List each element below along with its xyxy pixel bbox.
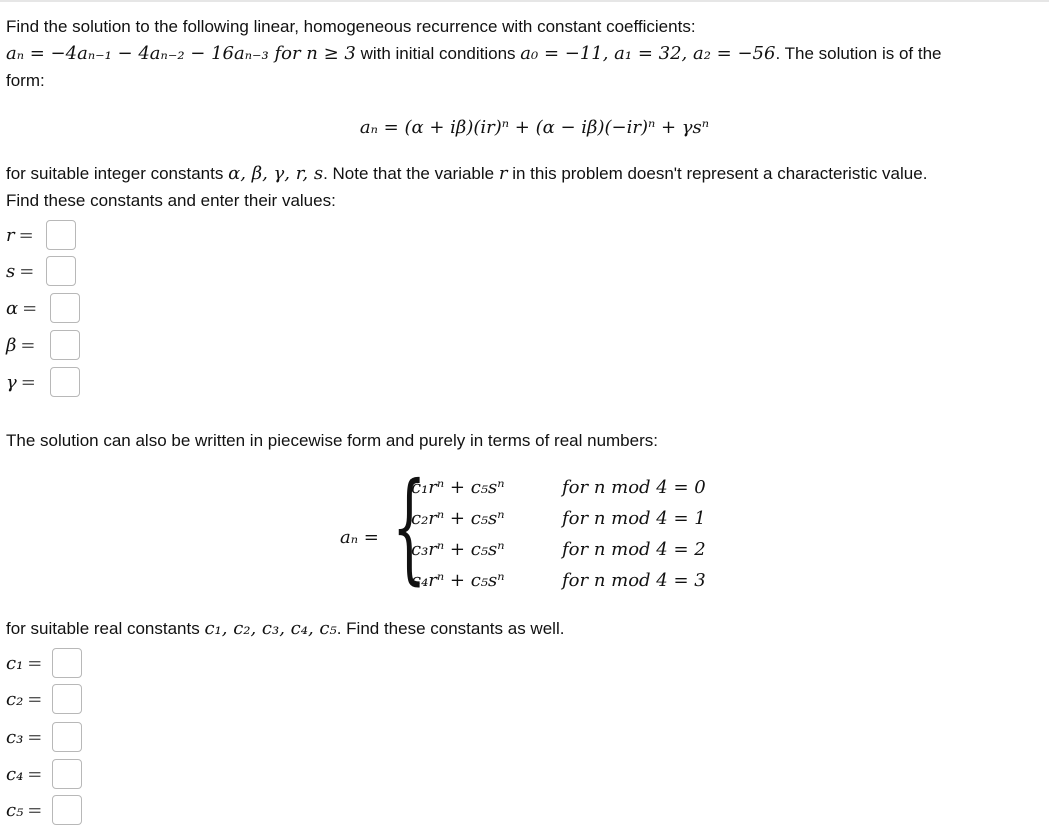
- answer-label-r: r =: [6, 224, 34, 246]
- para4-vars: c₁, c₂, c₃, c₄, c₅: [204, 618, 337, 639]
- para3: [6, 430, 658, 452]
- para2-text-c: in this problem doesn't represent a characteristic value.: [512, 164, 928, 183]
- answer-input-r[interactable]: [46, 220, 76, 250]
- answer-input-alpha[interactable]: [50, 293, 80, 323]
- answer-label-s: s =: [6, 260, 35, 282]
- intro-with-text: with initial conditions: [360, 44, 516, 63]
- piecewise-case-1: c₁rⁿ + c₅sⁿ: [411, 477, 505, 498]
- initial-conditions: a₀ = −11, a₁ = 32, a₂ = −56: [520, 43, 776, 64]
- intro-line-1: [6, 16, 696, 38]
- piecewise-cond-2: for n mod 4 = 1: [562, 508, 706, 529]
- answer-row-gamma: [6, 364, 80, 400]
- para3-text: The solution can also be written in piecewise form and purely in terms of real numbers:: [6, 431, 658, 450]
- piecewise-brace: {: [392, 458, 427, 597]
- answer-input-c5[interactable]: [52, 795, 82, 825]
- answer-input-c3[interactable]: [52, 722, 82, 752]
- intro-text: Find the solution to the following linear, homogeneous recurrence with constant coefficients:: [6, 17, 696, 36]
- answer-label-c2: c₂ =: [6, 688, 43, 710]
- answer-row-c5: [6, 792, 82, 828]
- para4-text-b: . Find these constants as well.: [336, 619, 565, 638]
- answer-row-c4: [6, 756, 82, 792]
- intro-line-3: [6, 70, 45, 92]
- main-formula: aₙ = (α + iβ)(ir)ⁿ + (α − iβ)(−ir)ⁿ + γsⁿ: [359, 117, 710, 138]
- answer-row-r: [6, 217, 76, 253]
- answer-label-alpha: α =: [6, 297, 38, 319]
- answer-row-c1: [6, 645, 82, 681]
- piecewise-cond-3: for n mod 4 = 2: [562, 539, 706, 560]
- answer-row-beta: [6, 327, 80, 363]
- para4: [6, 618, 564, 640]
- para4-text-a: for suitable real constants: [6, 619, 200, 638]
- para2-text-a: for suitable integer constants: [6, 164, 224, 183]
- para2-vars: α, β, γ, r, s: [228, 163, 324, 184]
- answer-input-c2[interactable]: [52, 684, 82, 714]
- answer-label-c1: c₁ =: [6, 652, 43, 674]
- answer-row-alpha: [6, 290, 80, 326]
- para2-var-r: r: [498, 163, 508, 184]
- answer-input-beta[interactable]: [50, 330, 80, 360]
- answer-row-s: [6, 253, 76, 289]
- answer-input-gamma[interactable]: [50, 367, 80, 397]
- piecewise-case-4: c₄rⁿ + c₅sⁿ: [411, 570, 505, 591]
- answer-label-beta: β =: [6, 334, 36, 356]
- answer-input-c1[interactable]: [52, 648, 82, 678]
- piecewise-cond-1: for n mod 4 = 0: [562, 477, 706, 498]
- para2-instruction: Find these constants and enter their values:: [6, 191, 336, 210]
- answer-label-c5: c₅ =: [6, 799, 43, 821]
- recurrence-formula: aₙ = −4aₙ₋₁ − 4aₙ₋₂ − 16aₙ₋₃ for n ≥ 3: [6, 43, 356, 64]
- top-divider: [0, 0, 1049, 2]
- intro-form-text: form:: [6, 71, 45, 90]
- para2-line-1: [6, 163, 927, 185]
- piecewise-case-3: c₃rⁿ + c₅sⁿ: [411, 539, 505, 560]
- intro-line-2: [6, 43, 941, 65]
- piecewise-lhs: aₙ =: [340, 527, 379, 548]
- piecewise-case-2: c₂rⁿ + c₅sⁿ: [411, 508, 505, 529]
- para2-line-2: [6, 190, 336, 212]
- answer-input-s[interactable]: [46, 256, 76, 286]
- answer-label-c3: c₃ =: [6, 726, 43, 748]
- answer-label-c4: c₄ =: [6, 763, 43, 785]
- answer-row-c2: [6, 681, 82, 717]
- answer-input-c4[interactable]: [52, 759, 82, 789]
- para2-text-b: . Note that the variable: [323, 164, 495, 183]
- intro-tail: . The solution is of the: [775, 44, 942, 63]
- answer-label-gamma: γ =: [6, 371, 36, 393]
- answer-row-c3: [6, 719, 82, 755]
- piecewise-cond-4: for n mod 4 = 3: [562, 570, 706, 591]
